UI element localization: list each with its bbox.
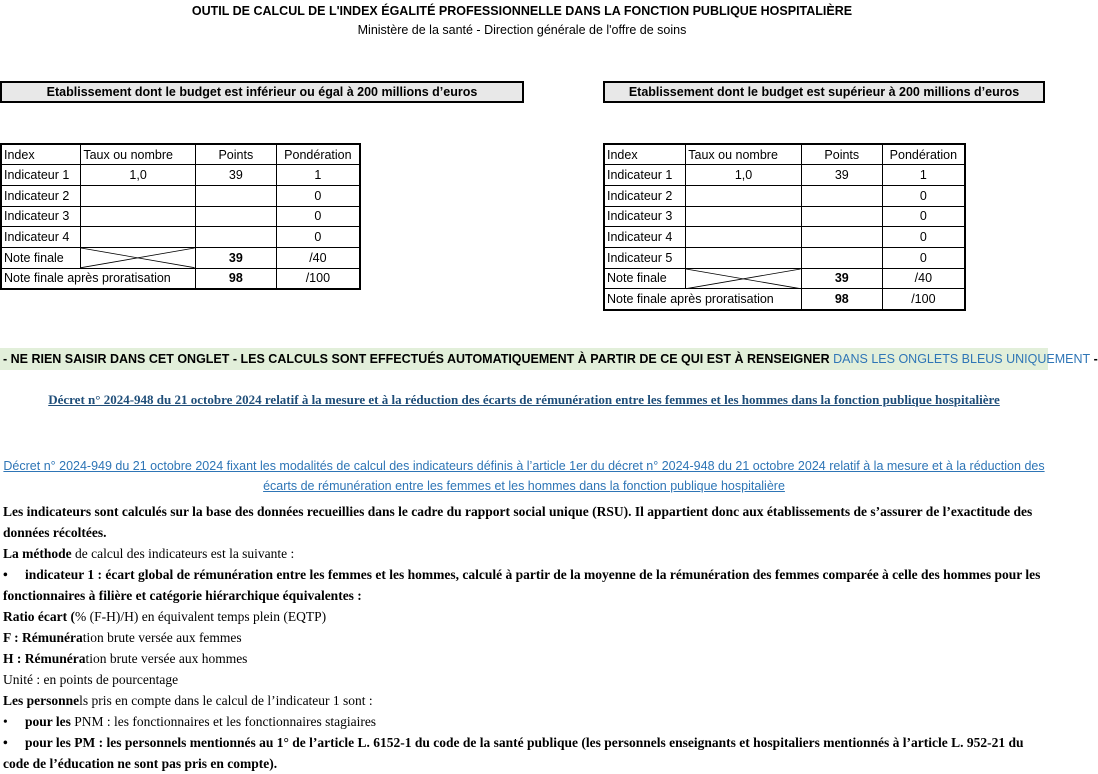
taux-cell[interactable] [686,227,802,248]
banner-blue-text: DANS LES ONGLETS BLEUS UNIQUEMENT [833,352,1091,366]
taux-cell[interactable] [686,185,802,206]
column-header[interactable]: Pondération [276,144,360,165]
points-cell[interactable] [801,247,882,268]
ratio-rest: % (F-H)/H) en équivalent temps plein (EQTP) [74,609,327,624]
max-cell[interactable]: /100 [276,268,360,289]
page-subtitle: Ministère de la santé - Direction générale de l'offre de soins [357,23,687,37]
banner-main-text: - NE RIEN SAISIR DANS CET ONGLET - LES CALCULS SONT EFFECTUÉS AUTOMATIQUEMENT À PARTIR DE CE QUI EST À RENSEIGNER [3,352,834,366]
intro-paragraph: Les indicateurs sont calculés sur la base des données recueillies dans le cadre du rapport social unique (RSU). Il appartient donc aux établissements de s’assurer de l’exactitude des données récoltées. [3,504,1033,540]
pm-line [3,732,1046,774]
note-prorata-row [604,289,965,310]
row-label[interactable]: Indicateur 3 [1,206,81,227]
ponderation-cell[interactable]: 0 [882,227,965,248]
banner-end-text: - [1090,352,1098,366]
ratio-bold: Ratio écart ( [3,609,75,624]
h-rest: tion brute versée aux hommes [85,651,248,666]
taux-cell[interactable] [686,247,802,268]
personnel-bold: Les personne [3,693,80,708]
column-header[interactable]: Index [604,144,686,165]
personnel-line [3,690,1046,711]
ponderation-cell[interactable]: 0 [276,227,360,248]
row-label[interactable]: Indicateur 3 [604,206,686,227]
warning-banner[interactable] [0,348,1098,370]
ponderation-cell[interactable]: 1 [882,165,965,186]
column-header[interactable]: Pondération [882,144,965,165]
column-header[interactable]: Taux ou nombre [81,144,196,165]
points-cell[interactable]: 39 [195,165,276,186]
taux-cell[interactable] [81,206,196,227]
index-table-small-budget [0,143,361,290]
f-rest: tion brute versée aux femmes [82,630,242,645]
points-cell[interactable] [801,227,882,248]
row-label[interactable]: Indicateur 1 [604,165,686,186]
pnm-bold: pour les [25,714,75,729]
row-label[interactable]: Indicateur 4 [1,227,81,248]
section-header-small-budget: Etablissement dont le budget est inférieur ou égal à 200 millions d’euros [0,81,524,103]
taux-cell[interactable] [81,227,196,248]
method-line [3,543,1046,564]
points-cell[interactable] [801,185,882,206]
bullet-icon: • [3,714,8,729]
table-row [604,206,965,227]
bullet-icon: • [3,735,8,750]
points-cell[interactable]: 98 [801,289,882,310]
crossed-out-cell[interactable] [81,247,196,268]
column-header[interactable]: Points [195,144,276,165]
decree-949-link[interactable]: Décret n° 2024-949 du 21 octobre 2024 fixant les modalités de calcul des indicateurs définis à l’article 1er du décret n° 2024-948 du 21 octobre 2024 relatif à la mesure et à la réduction des écarts de rémunération entre les femmes et les hommes dans la fonction publique hospitalière [3,459,1045,493]
points-cell[interactable] [195,185,276,206]
table-row [604,227,965,248]
pnm-line [3,711,1046,732]
row-label[interactable]: Indicateur 2 [1,185,81,206]
index-table-large-budget [603,143,966,311]
methodology-text[interactable] [3,501,1046,774]
note-finale-row [604,268,965,289]
method-bold: La méthode [3,546,72,561]
decree-948-link[interactable]: Décret n° 2024-948 du 21 octobre 2024 relatif à la mesure et à la réduction des écarts de rémunération entre les femmes et les hommes dans la fonction publique hospitalière [48,392,1000,407]
note-finale-row [1,247,360,268]
table-row [604,247,965,268]
row-label[interactable]: Indicateur 5 [604,247,686,268]
ponderation-cell[interactable]: 0 [276,185,360,206]
max-cell[interactable]: /40 [882,268,965,289]
crossed-out-cell[interactable] [686,268,802,289]
points-cell[interactable]: 98 [195,268,276,289]
points-cell[interactable]: 39 [801,268,882,289]
unit-line: Unité : en points de pourcentage [3,672,179,687]
row-label[interactable]: Indicateur 1 [1,165,81,186]
max-cell[interactable]: /40 [276,247,360,268]
table-row [1,185,360,206]
row-label[interactable]: Note finale après proratisation [1,268,195,289]
ponderation-cell[interactable]: 0 [882,185,965,206]
points-cell[interactable]: 39 [801,165,882,186]
points-cell[interactable] [195,206,276,227]
row-label[interactable]: Note finale après proratisation [604,289,801,310]
section-header-large-budget: Etablissement dont le budget est supérieur à 200 millions d’euros [603,81,1045,103]
ponderation-cell[interactable]: 1 [276,165,360,186]
cross-lines-icon [81,248,195,268]
max-cell[interactable]: /100 [882,289,965,310]
column-header[interactable]: Points [801,144,882,165]
ponderation-cell[interactable]: 0 [882,206,965,227]
personnel-rest: ls pris en compte dans le calcul de l’indicateur 1 sont : [79,693,373,708]
row-label[interactable]: Note finale [1,247,81,268]
ponderation-cell[interactable]: 0 [882,247,965,268]
pm-text: pour les PM : les personnels mentionnés au 1° de l’article L. 6152-1 du code de la santé publique (les personnels enseignants et hospitaliers mentionnés à l’article L. 952-21 du code de l’éducation ne sont pas pris en compte). [3,735,1024,771]
ponderation-cell[interactable]: 0 [276,206,360,227]
table-row [604,185,965,206]
taux-cell[interactable]: 1,0 [81,165,196,186]
cross-lines-icon [686,269,801,289]
taux-cell[interactable] [81,185,196,206]
row-label[interactable]: Note finale [604,268,686,289]
table-row [1,206,360,227]
bullet-icon: • [3,567,8,582]
table-row [1,165,360,186]
page-title: OUTIL DE CALCUL DE L'INDEX ÉGALITÉ PROFESSIONNELLE DANS LA FONCTION PUBLIQUE HOSPITALIÈRE [191,4,853,18]
f-bold: F : Rémunéra [3,630,83,645]
row-label[interactable]: Indicateur 4 [604,227,686,248]
indicator1-line [3,564,1046,606]
points-cell[interactable]: 39 [195,247,276,268]
indicator1-text: indicateur 1 : écart global de rémunération entre les femmes et les hommes, calculé à partir de la moyenne de la rémunération des femmes comparée à celle des hommes pour les fonctionnaires à filière et catégorie hiérarchique équivalentes : [3,567,1041,603]
row-label[interactable]: Indicateur 2 [604,185,686,206]
table-header-row [604,144,965,165]
table-row [1,227,360,248]
points-cell[interactable] [195,227,276,248]
points-cell[interactable] [801,206,882,227]
taux-cell[interactable]: 1,0 [686,165,802,186]
note-prorata-row [1,268,360,289]
taux-cell[interactable] [686,206,802,227]
h-definition-line [3,648,1046,669]
h-bold: H : Rémunéra [3,651,86,666]
table-row [604,165,965,186]
ratio-line [3,606,1046,627]
table-header-row [1,144,360,165]
method-rest: de calcul des indicateurs est la suivante : [71,546,295,561]
column-header[interactable]: Taux ou nombre [686,144,802,165]
f-definition-line [3,627,1046,648]
column-header[interactable]: Index [1,144,81,165]
pnm-rest: PNM : les fonctionnaires et les fonctionnaires stagiaires [74,714,377,729]
